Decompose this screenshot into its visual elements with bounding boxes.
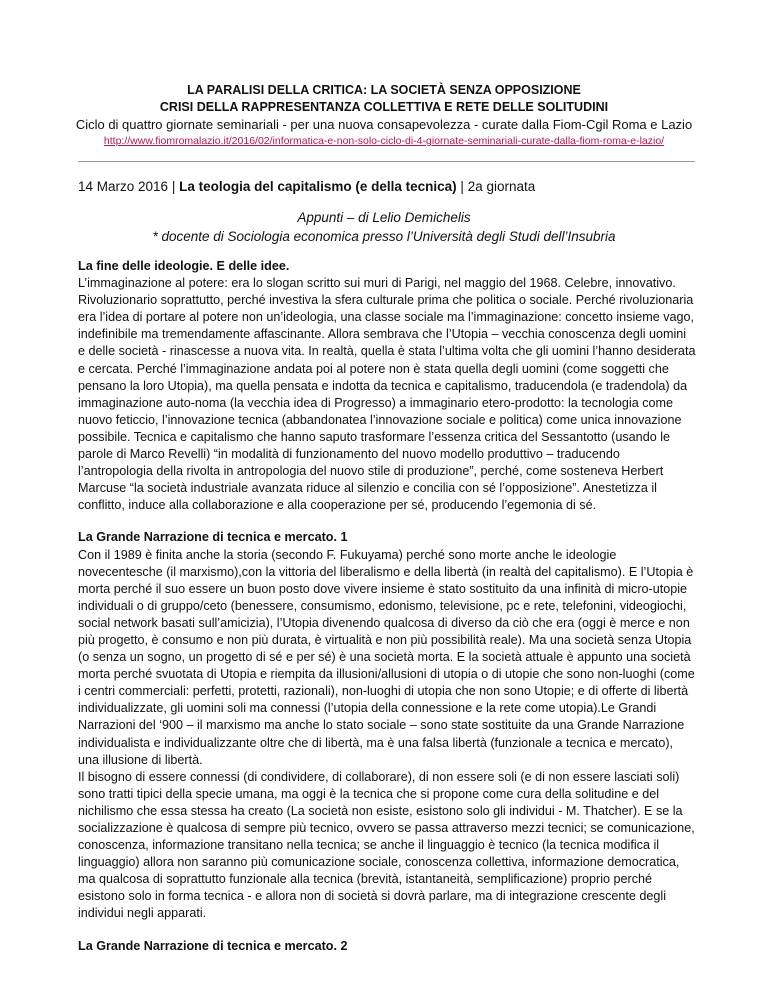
source-link[interactable]: http://www.fiomromalazio.it/2016/02/informatica-e-non-solo-ciclo-di-4-giornate-seminariali-curate-dalla-fiom-roma-e-lazio/ <box>103 135 665 147</box>
meta-separator: | <box>456 179 468 194</box>
paragraph: Il bisogno di essere connessi (di condividere, di collaborare), di non essere soli (e di non essere lasciati soli) sono tratti tipici della specie umana, ma oggi è la tecnica che si propone come cura della solitudine e del nichilismo che essa stessa ha creato (La società non esiste, esistono solo gli individui - M. Thatcher). E se la socializzazione è qualcosa di sempre più tecnico, ovvero se passa attraverso mezzi tecnici; se comunicazione, conoscenza, informazione transitano nella tecnica; se anche il linguaggio è tecnico (la tecnica modifica il linguaggio) allora non saranno più comunicazione sociale, conoscenza collettiva, informazione democratica, ma qualcosa di soprattutto funzionale alla tecnica (brevità, istantaneità, semplificazione) proprio perché esistono solo in forma tecnica - e allora non di società si dovrà parlare, ma di integrazione crescente degli individui negli apparati. <box>78 769 695 921</box>
session-date: 14 Marzo 2016 <box>78 179 169 194</box>
section-fine-ideologie <box>78 258 696 514</box>
section-title: La fine delle ideologie. E delle idee. <box>78 259 290 273</box>
session-title: La teologia del capitalismo (e della tecnica) <box>179 179 457 194</box>
meta-separator: | <box>168 179 180 194</box>
section-grande-narrazione-1 <box>78 529 696 922</box>
byline <box>0 208 768 246</box>
document-header <box>0 82 768 149</box>
paragraph: L’immaginazione al potere: era lo slogan scritto sui muri di Parigi, nel maggio del 1968. Celebre, innovativo. Rivoluzionario soprattutto, perché investiva la sfera culturale prima che politica o sociale. Perché rivoluzionaria era l’idea di portare al potere non un’ideologia, una classe sociale ma l’immaginazione: concetto insieme vago, indefinibile ma tremendamente affascinante. Allora sembrava che l’Utopia – vecchia conoscenza degli uomini e delle società - rinascesse a nuova vita. In realtà, quella è stata l’ultima volta che gli uomini l’hanno desiderata e cercata. Perché l’immaginazione andata poi al potere non è stata quella degli uomini (come soggetti che pensano la loro Utopia), ma quella pensata e indotta da tecnica e capitalismo, traducendola (e tradendola) da immaginazione auto-noma (la vecchia idea di Progresso) a immaginario etero-prodotto: la tecnologia come nuovo feticcio, l’innovazione tecnica (abbandonatea l’innovazione sociale e politica) come unica innovazione possibile. Tecnica e capitalismo che hanno saputo trasformare l’essenza critica del Sessantotto (usando le parole di Marco Revelli) “in modalità di funzionamento del nuovo modello produttivo – traducendo l’antropologia della rivolta in antropologia del nuovo stile di produzione”, perché, come sosteneva Herbert Marcuse “la società industriale avanzata riduce al silenzio e concilia con sé l’opposizione”. Anestetizza il conflitto, induce alla collaborazione e alla cooperazione per sé, producendo l’egemonia di sé. <box>78 276 696 513</box>
section-title: La Grande Narrazione di tecnica e mercato. 1 <box>78 530 348 545</box>
session-meta <box>78 178 535 196</box>
subtitle: Ciclo di quattro giornate seminariali - per una nuova consapevolezza - curate dalla Fiom-Cgil Roma e Lazio <box>75 117 693 132</box>
document-body <box>78 258 696 955</box>
section-title: La Grande Narrazione di tecnica e mercato. 2 <box>78 938 348 953</box>
byline-affiliation: * docente di Sociologia economica presso l’Università degli Studi dell’Insubria <box>152 229 616 244</box>
section-grande-narrazione-2 <box>78 938 696 955</box>
session-day: 2a giornata <box>467 179 536 194</box>
paragraph: Con il 1989 è finita anche la storia (secondo F. Fukuyama) perché sono morte anche le ideologie novecentesche (il marxismo),con la vittoria del liberalismo e della libertà (in realtà del capitalismo). E l’Utopia è morta perché il suo essere un buon posto dove vivere insieme è stato sostituito da una infinità di micro-utopie individuali o di gruppo/ceto (benessere, consumismo, edonismo, televisione, pc e rete, telefonini, videogiochi, social network basati sull’amicizia), l’Utopia divenendo qualcosa di diverso da ciò che era (oggi è merce e non più progetto, è consumo e non più durata, è virtualità e non più possibilità reale). Ma una società senza Utopia (o senza un sogno, un progetto di sé e per sé) è una società morta. E la società attuale è appunto una società morta perché svuotata di Utopia e riempita da illusioni/allusioni di utopia o di utopie che sono non-luoghi (come i centri commerciali: perfetti, protetti, razionali), non-luoghi di utopia che non sono Utopie; e di offerte di libertà individualizzate, gli uomini soli ma connessi (l’utopia della connessione e la rete come utopia).Le Grandi Narrazioni del ‘900 – il marxismo ma anche lo stato sociale – sono state sostituite da una Grande Narrazione individualista e individualizzante oltre che di libertà, ma è una falsa libertà (funzionale a tecnica e mercato), una illusione di libertà. <box>78 547 695 767</box>
title-line-1: LA PARALISI DELLA CRITICA: LA SOCIETÀ SENZA OPPOSIZIONE <box>187 83 581 97</box>
header-divider <box>78 161 695 162</box>
title-line-2: CRISI DELLA RAPPRESENTANZA COLLETTIVA E RETE DELLE SOLITUDINI <box>159 100 609 114</box>
byline-author: Appunti – di Lelio Demichelis <box>297 210 471 225</box>
